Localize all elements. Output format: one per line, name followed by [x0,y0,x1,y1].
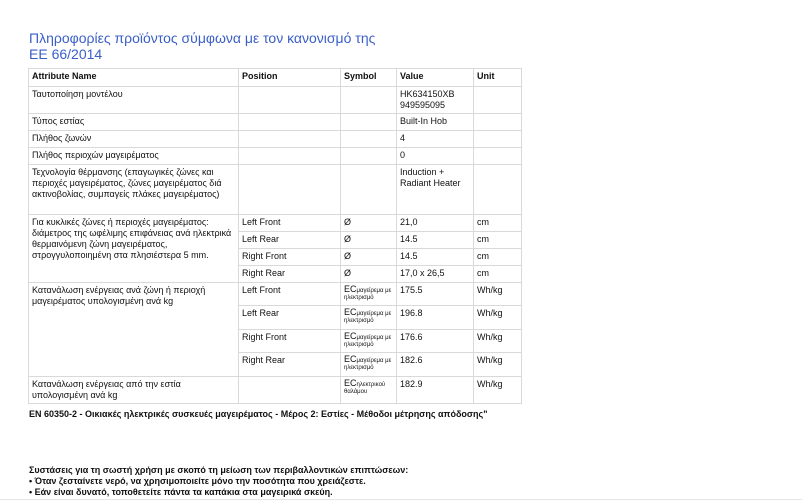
diameter-symbol: Ø [341,249,397,266]
cell-value: 21,0 [397,215,474,232]
table-row-energy-hob [29,377,522,404]
energy-symbol [341,377,397,404]
cell-value: 17,0 x 26,5 [397,266,474,283]
cell-position: Left Rear [239,306,341,330]
cell-position: Left Front [239,283,341,306]
symbol-subscript: μαγείρεμα με [356,358,392,364]
energy-symbol [341,330,397,353]
cell-unit [474,131,522,148]
cell-value: 14.5 [397,232,474,249]
cell-attribute: Πλήθος περιοχών μαγειρέματος [29,148,239,165]
cell-value: 176.6 [397,330,474,353]
cell-unit [474,114,522,131]
symbol-main: EC [344,284,357,294]
cell-position: Right Rear [239,266,341,283]
cell-value: Built-In Hob [397,114,474,131]
cell-position: Right Rear [239,353,341,377]
model-code: HK634150XB [400,89,455,99]
symbol-subscript: θαλάμου [344,389,368,395]
cell-unit: cm [474,266,522,283]
cell-unit: Wh/kg [474,283,522,306]
cell-unit: Wh/kg [474,330,522,353]
symbol-main: EC [344,307,357,317]
symbol-subscript: μαγείρεμα με [356,311,392,317]
cell-symbol [341,87,397,114]
cell-position: Right Front [239,330,341,353]
symbol-main: EC [344,378,357,388]
cell-attribute: Τεχνολογία θέρμανσης (επαγωγικές ζώνες και περιοχές μαγειρέματος, ζώνες μαγειρέματος διά ακτινοβολίας, συμπαγείς πλάκες μαγειρέματος) [29,165,239,215]
header-symbol: Symbol [341,69,397,87]
header-unit: Unit [474,69,522,87]
recommendation-item: • Όταν ζεσταίνετε νερό, να χρησιμοποιείτε μόνο την ποσότητα που χρειάζεστε. [29,476,366,486]
symbol-subscript: μαγείρεμα με [356,335,392,341]
cell-attribute: Ταυτοποίηση μοντέλου [29,87,239,114]
cell-value: 0 [397,148,474,165]
product-info-table [28,68,522,404]
recommendations-heading: Συστάσεις για τη σωστή χρήση με σκοπό τη μείωση των περιβαλλοντικών επιπτώσεων: [29,465,409,475]
cell-position [239,87,341,114]
energy-symbol [341,283,397,306]
cell-attribute: Κατανάλωση ενέργειας ανά ζώνη ή περιοχή μαγειρέματος υπολογισμένη ανά kg [29,283,239,377]
page-edge-divider [0,499,802,500]
diameter-symbol: Ø [341,266,397,283]
header-value: Value [397,69,474,87]
title-line-1: Πληροφορίες προϊόντος σύμφωνα με τον κανονισμό της [29,30,376,46]
recommendation-item: • Εάν είναι δυνατό, τοποθετείτε πάντα τα καπάκια στα μαγειρικά σκεύη. [29,487,333,497]
title-line-2: ΕΕ 66/2014 [29,46,103,62]
symbol-subscript: ηλεκτρισμό [344,318,374,324]
diameter-symbol: Ø [341,215,397,232]
header-position: Position [239,69,341,87]
cell-value [397,165,474,215]
table-row-zones [29,131,522,148]
cell-unit: Wh/kg [474,377,522,404]
cell-unit [474,87,522,114]
symbol-subscript: ηλεκτρισμό [344,365,374,371]
cell-value: 4 [397,131,474,148]
cell-position [239,377,341,404]
energy-symbol [341,306,397,330]
symbol-main: EC [344,331,357,341]
cell-symbol [341,131,397,148]
cell-unit: cm [474,232,522,249]
cell-unit [474,148,522,165]
diameter-symbol: Ø [341,232,397,249]
cell-unit [474,165,522,215]
symbol-main: EC [344,354,357,364]
cell-value [397,87,474,114]
header-attribute-name: Attribute Name [29,69,239,87]
cell-position [239,148,341,165]
cell-value: 182.6 [397,353,474,377]
cell-unit: Wh/kg [474,353,522,377]
heating-tech-line-2: Radiant Heater [400,178,461,188]
table-row-energy-zone [29,283,522,306]
cell-value: 175.5 [397,283,474,306]
standard-reference: EN 60350-2 - Οικιακές ηλεκτρικές συσκευές μαγειρέματος - Μέρος 2: Εστίες - Μέθοδοι μέτρησης απόδοσης" [29,409,488,419]
cell-value: 196.8 [397,306,474,330]
table-row-model [29,87,522,114]
cell-position: Left Front [239,215,341,232]
cell-value: 182.9 [397,377,474,404]
cell-symbol [341,148,397,165]
recommendations [29,465,408,498]
table-row-areas [29,148,522,165]
table-row-heating-tech [29,165,522,215]
cell-position [239,131,341,148]
cell-position [239,165,341,215]
cell-symbol [341,114,397,131]
cell-position: Left Rear [239,232,341,249]
cell-value: 14.5 [397,249,474,266]
cell-attribute: Πλήθος ζωνών [29,131,239,148]
cell-unit: cm [474,215,522,232]
model-number: 949595095 [400,100,446,110]
cell-attribute: Για κυκλικές ζώνες ή περιοχές μαγειρέματος: διάμετρος της ωφέλιμης επιφάνειας ανά ηλεκτρικά θερμαινόμενη ζώνη μαγειρέματος, στρογγυλοποιημένη στα πλησιέστερα 5 mm. [29,215,239,283]
symbol-subscript: ηλεκτρισμό [344,342,374,348]
energy-symbol [341,353,397,377]
table-header-row [29,69,522,87]
symbol-subscript: μαγείρεμα με [356,288,392,294]
cell-symbol [341,165,397,215]
cell-unit: Wh/kg [474,306,522,330]
cell-position [239,114,341,131]
cell-attribute: Κατανάλωση ενέργειας από την εστία υπολογισμένη ανά kg [29,377,239,404]
symbol-subscript: ηλεκτρικού [356,382,386,388]
cell-unit: cm [474,249,522,266]
table-row-diameter [29,215,522,232]
heating-tech-line-1: Induction + [400,167,445,177]
table-row-hob-type [29,114,522,131]
cell-attribute: Τύπος εστίας [29,114,239,131]
page-title [29,30,375,62]
cell-position: Right Front [239,249,341,266]
symbol-subscript: ηλεκτρισμό [344,295,374,301]
